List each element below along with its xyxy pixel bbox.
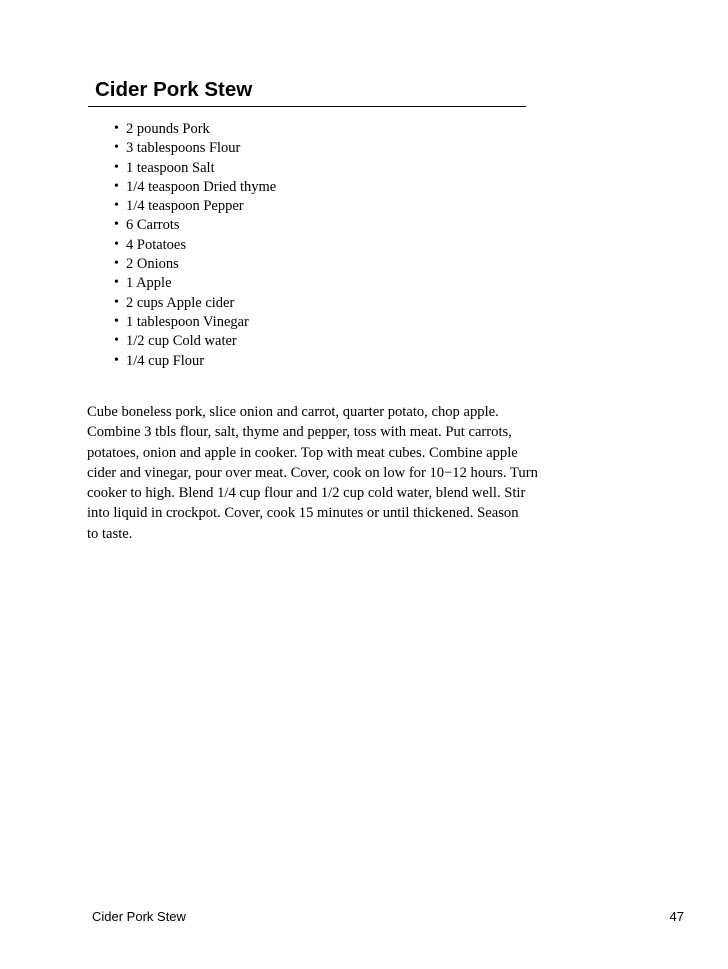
ingredient-text: 3 tablespoons Flour (126, 140, 241, 157)
ingredient-text: 1/4 cup Flour (126, 352, 205, 369)
ingredient-item (114, 352, 276, 371)
directions-line: cooker to high. Blend 1/4 cup flour and 1/2 cup cold water, blend well. Stir (87, 485, 526, 502)
ingredient-text: 1 tablespoon Vinegar (126, 313, 249, 330)
ingredient-text: 6 Carrots (126, 217, 180, 234)
ingredient-item (114, 159, 276, 178)
ingredient-text: 2 cups Apple cider (126, 294, 235, 311)
ingredient-item (114, 255, 276, 274)
bullet-icon: • (114, 275, 119, 291)
recipe-directions (87, 402, 587, 544)
directions-line: into liquid in crockpot. Cover, cook 15 minutes or until thickened. Season (87, 505, 519, 522)
ingredient-text: 4 Potatoes (126, 236, 187, 253)
bullet-icon: • (114, 236, 119, 252)
title-underline (88, 106, 526, 107)
bullet-icon: • (114, 333, 119, 349)
ingredient-item (114, 332, 276, 351)
directions-line: to taste. (87, 525, 133, 542)
ingredient-item (114, 313, 276, 332)
ingredient-text: 1/2 cup Cold water (126, 333, 237, 350)
ingredient-text: 1/4 teaspoon Pepper (126, 198, 244, 215)
footer-title: Cider Pork Stew (92, 909, 186, 924)
bullet-icon: • (114, 198, 119, 214)
ingredient-text: 2 Onions (126, 256, 179, 273)
bullet-icon: • (114, 294, 119, 310)
ingredient-item (114, 197, 276, 216)
directions-line: potatoes, onion and apple in cooker. Top with meat cubes. Combine apple (87, 444, 518, 461)
ingredient-item (114, 216, 276, 235)
ingredient-item (114, 294, 276, 313)
bullet-icon: • (114, 159, 119, 175)
bullet-icon: • (114, 256, 119, 272)
bullet-icon: • (114, 352, 119, 368)
recipe-title: Cider Pork Stew (95, 78, 253, 101)
bullet-icon: • (114, 217, 119, 233)
ingredient-item (114, 120, 276, 139)
ingredient-text: 1 Apple (126, 275, 172, 292)
ingredient-text: 1/4 teaspoon Dried thyme (126, 178, 277, 195)
ingredient-text: 2 pounds Pork (126, 121, 210, 137)
bullet-icon: • (114, 140, 119, 156)
ingredient-item (114, 178, 276, 197)
ingredient-text: 1 teaspoon Salt (126, 159, 215, 176)
directions-line: Combine 3 tbls flour, salt, thyme and pepper, toss with meat. Put carrots, (87, 424, 512, 441)
ingredient-item (114, 274, 276, 293)
bullet-icon: • (114, 121, 119, 136)
ingredient-list (114, 120, 276, 371)
bullet-icon: • (114, 178, 119, 194)
bullet-icon: • (114, 313, 119, 329)
ingredient-item (114, 236, 276, 255)
page-number: 47 (669, 909, 684, 924)
directions-line: Cube boneless pork, slice onion and carrot, quarter potato, chop apple. (87, 404, 499, 420)
directions-line: cider and vinegar, pour over meat. Cover, cook on low for 10−12 hours. Turn (87, 464, 538, 481)
ingredient-item (114, 139, 276, 158)
